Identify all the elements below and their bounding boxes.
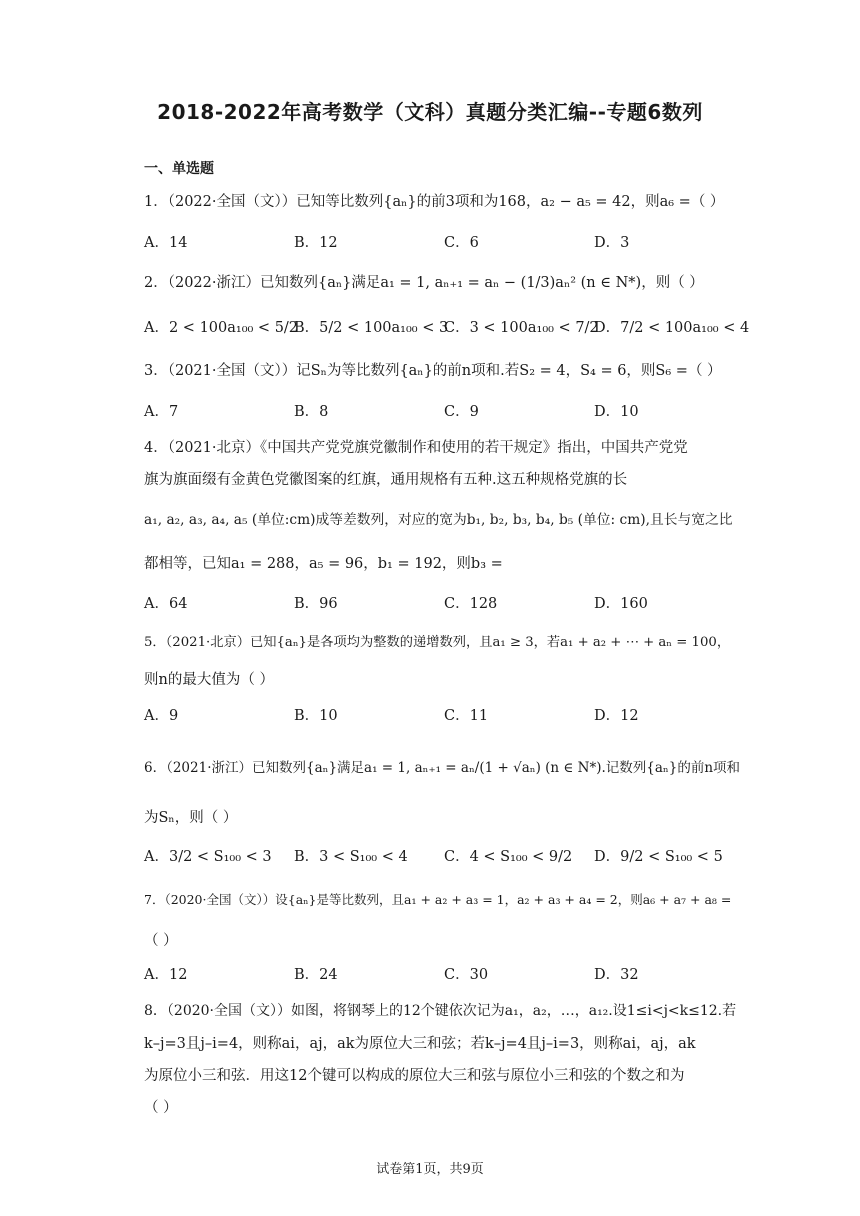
question-7-option-a: A．12 — [144, 967, 188, 983]
question-2-option-b: B．5/2 < 100a₁₀₀ < 3 — [294, 320, 449, 336]
question-8-line-3: 为原位小三和弦．用这12个键可以构成的原位大三和弦与原位小三和弦的个数之和为 — [144, 1068, 685, 1084]
question-8-line-1: 8．（2020·全国（文））如图，将钢琴上的12个键依次记为a₁，a₂，…，a₁₂.设1≤i<j<k≤12.若 — [144, 1003, 737, 1019]
question-6-option-b: B．3 < S₁₀₀ < 4 — [294, 849, 408, 865]
question-3-option-a: A．7 — [144, 404, 179, 420]
question-5-option-d: D．12 — [594, 708, 639, 724]
question-8-line-2: k–j=3且j–i=4，则称ai，aj，ak为原位大三和弦；若k–j=4且j–i=3，则称ai，aj，ak — [144, 1036, 696, 1052]
question-8-line-4: （ ） — [144, 1100, 178, 1116]
question-4-line-3: a₁, a₂, a₃, a₄, a₅ (单位:cm)成等差数列，对应的宽为b₁, b₂, b₃, b₄, b₅ (单位: cm),且长与宽之比 — [144, 512, 733, 528]
question-1-stem: 1．（2022·全国（文））已知等比数列{aₙ}的前3项和为168，a₂ − a₅ = 42，则a₆ =（ ） — [144, 194, 725, 210]
page-title: 2018-2022年高考数学（文科）真题分类汇编--专题6数列 — [157, 100, 703, 124]
question-1-option-b: B．12 — [294, 235, 338, 251]
question-7-line-2: （ ） — [144, 933, 178, 949]
question-7-option-b: B．24 — [294, 967, 338, 983]
question-1-option-a: A．14 — [144, 235, 188, 251]
question-3-option-c: C．9 — [444, 404, 479, 420]
question-2-option-d: D．7/2 < 100a₁₀₀ < 4 — [594, 320, 750, 336]
question-3-stem: 3．（2021·全国（文））记Sₙ为等比数列{aₙ}的前n项和.若S₂ = 4，S₄ = 6，则S₆ =（ ） — [144, 363, 722, 379]
question-2-option-c: C．3 < 100a₁₀₀ < 7/2 — [444, 320, 599, 336]
question-2-option-a: A．2 < 100a₁₀₀ < 5/2 — [144, 320, 299, 336]
question-5-option-c: C．11 — [444, 708, 489, 724]
section-heading: 一、单选题 — [144, 161, 214, 177]
question-5-option-b: B．10 — [294, 708, 338, 724]
question-4-option-c: C．128 — [444, 596, 498, 612]
question-4-option-b: B．96 — [294, 596, 338, 612]
question-6-line-1: 6．（2021·浙江）已知数列{aₙ}满足a₁ = 1, aₙ₊₁ = aₙ/(1 + √aₙ) (n ∈ N*).记数列{aₙ}的前n项和 — [144, 760, 741, 776]
question-6-option-d: D．9/2 < S₁₀₀ < 5 — [594, 849, 723, 865]
question-5-line-1: 5．（2021·北京）已知{aₙ}是各项均为整数的递增数列，且a₁ ≥ 3，若a₁ + a₂ + ⋯ + aₙ = 100， — [144, 635, 731, 650]
question-4-option-d: D．160 — [594, 596, 648, 612]
question-5-line-2: 则n的最大值为（ ） — [144, 672, 274, 688]
question-6-option-c: C．4 < S₁₀₀ < 9/2 — [444, 849, 573, 865]
question-6-option-a: A．3/2 < S₁₀₀ < 3 — [144, 849, 272, 865]
question-4-line-1: 4．（2021·北京）《中国共产党党旗党徽制作和使用的若干规定》指出，中国共产党党 — [144, 440, 688, 456]
question-3-option-b: B．8 — [294, 404, 329, 420]
question-7-line-1: 7．（2020·全国（文））设{aₙ}是等比数列，且a₁ + a₂ + a₃ = 1，a₂ + a₃ + a₄ = 2，则a₆ + a₇ + a₈ = — [144, 892, 732, 907]
question-5-option-a: A．9 — [144, 708, 179, 724]
question-3-option-d: D．10 — [594, 404, 639, 420]
page-footer: 试卷第1页，共9页 — [376, 1162, 484, 1177]
question-1-option-c: C．6 — [444, 235, 479, 251]
question-4-option-a: A．64 — [144, 596, 188, 612]
question-7-option-c: C．30 — [444, 967, 489, 983]
question-6-line-2: 为Sₙ，则（ ） — [144, 810, 238, 826]
question-1-option-d: D．3 — [594, 235, 630, 251]
question-7-option-d: D．32 — [594, 967, 639, 983]
question-4-line-2: 旗为旗面缀有金黄色党徽图案的红旗，通用规格有五种.这五种规格党旗的长 — [144, 472, 628, 488]
question-4-line-4: 都相等，已知a₁ = 288，a₅ = 96，b₁ = 192，则b₃ = — [144, 556, 503, 572]
question-2-stem: 2．（2022·浙江）已知数列{aₙ}满足a₁ = 1, aₙ₊₁ = aₙ − (1/3)aₙ² (n ∈ N*)，则（ ） — [144, 275, 704, 291]
